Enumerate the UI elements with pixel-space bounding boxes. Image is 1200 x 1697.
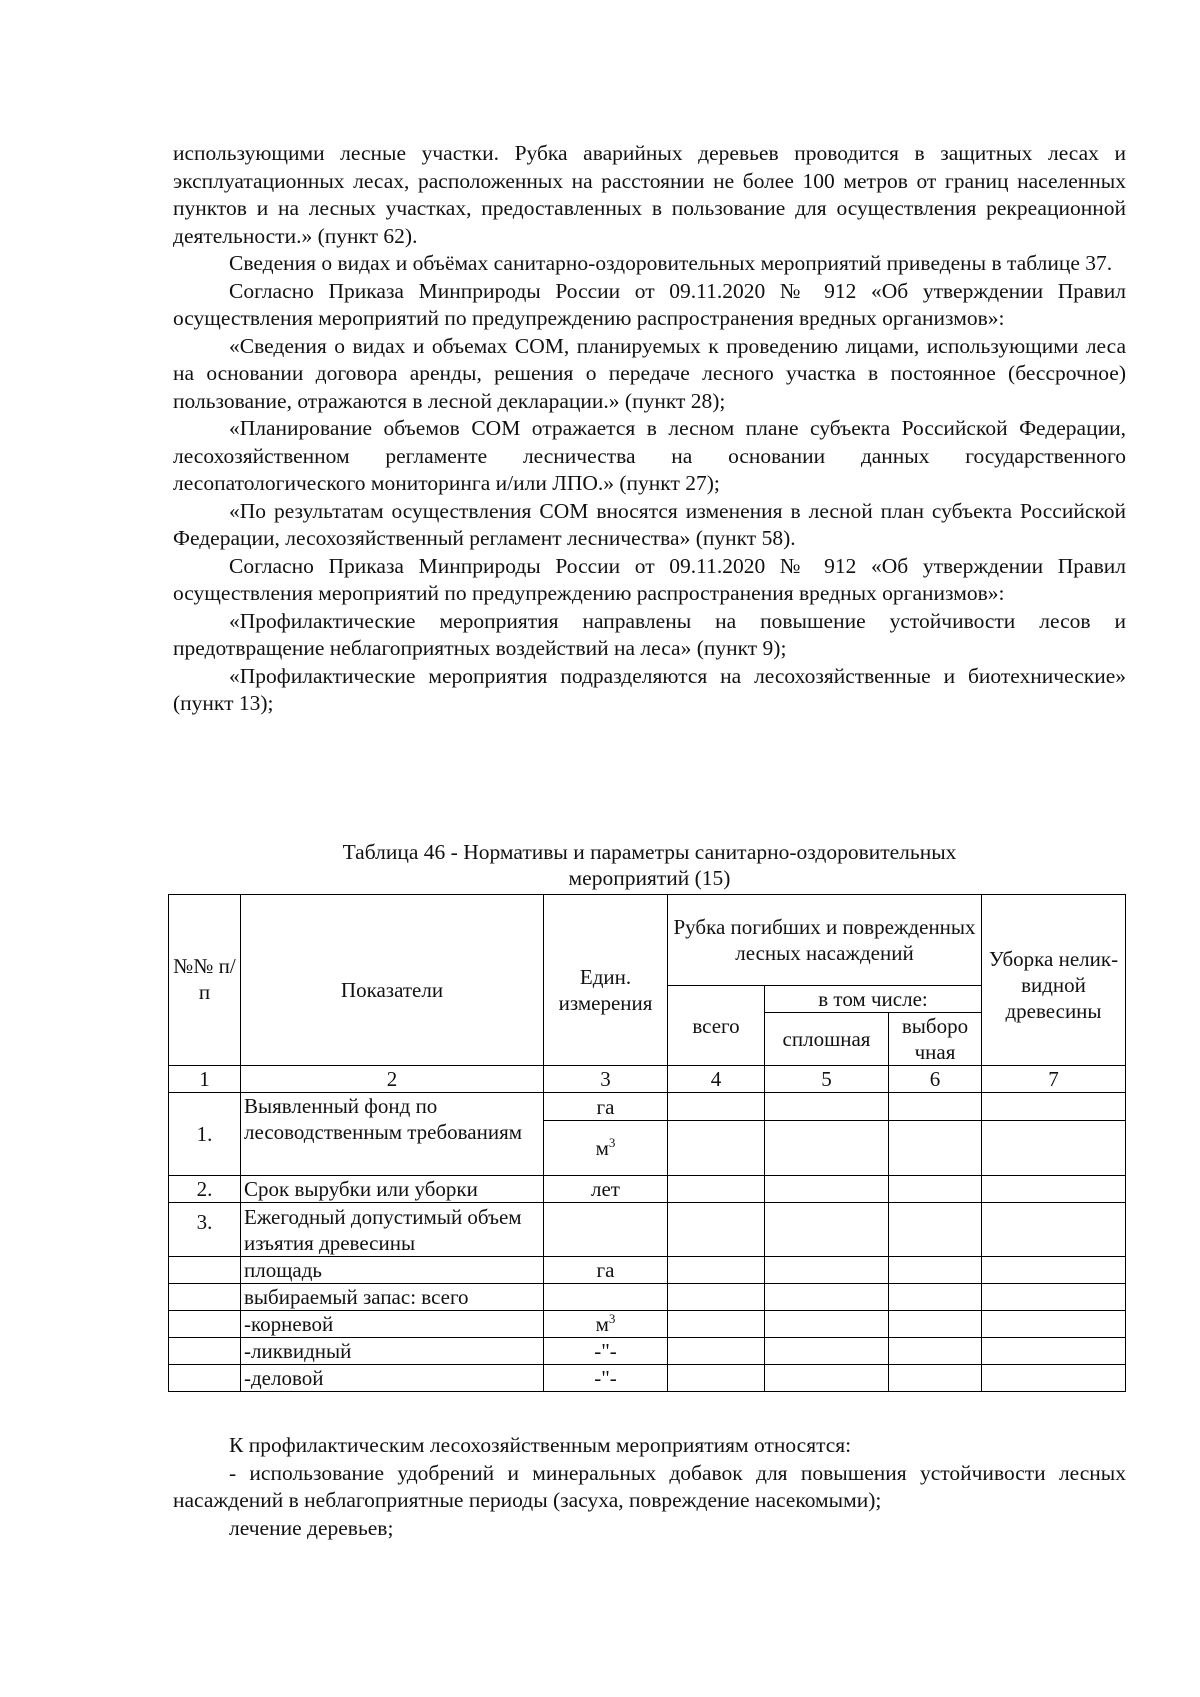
row-1-num: 1. (169, 1093, 241, 1176)
row-business-cell (889, 1365, 982, 1392)
row-1-cell (889, 1121, 982, 1176)
row-liquid-cell (668, 1338, 765, 1365)
row-1-cell (668, 1121, 765, 1176)
row-area-cell (668, 1257, 765, 1284)
row-root-cell (765, 1311, 889, 1338)
paragraph-9: «Профилактические мероприятия подразделяются на лесохозяйственные и биотехнические» (пункт 13); (173, 663, 1126, 715)
row-business-unit: -"- (544, 1365, 668, 1392)
row-stock-cell (982, 1284, 1126, 1311)
row-business-num (169, 1365, 241, 1392)
row-area-num (169, 1257, 241, 1284)
row-2-cell (765, 1176, 889, 1203)
bottom-paragraph-2: - использование удобрений и минеральных добавок для повышения устойчивости лесных насаждений в неблагоприятные периоды (засуха, повреждение насекомыми); (173, 1460, 1126, 1512)
bottom-paragraph-1: К профилактическим лесохозяйственным мероприятиям относятся: (229, 1433, 852, 1457)
table-caption (173, 839, 1126, 891)
column-number-4: 4 (668, 1066, 765, 1093)
row-2-cell (982, 1176, 1126, 1203)
row-liquid-cell (889, 1338, 982, 1365)
row-1-unit-m3-base: м (595, 1136, 609, 1160)
paragraph-5: «Планирование объемов СОМ отражается в лесном плане субъекта Российской Федерации, лесохозяйственном регламенте лесничества на основании данных государственного лесопатологического мониторинга и/или ЛПО.» (пункт 27); (173, 416, 1126, 495)
header-num: №№ п/п (169, 895, 241, 1066)
paragraph-7: Согласно Приказа Минприроды России от 09.11.2020 № 912 «Об утверждении Правил осуществления мероприятий по предупреждению распространения вредных организмов»: (173, 553, 1126, 605)
header-unit: Един. измерения (544, 895, 668, 1066)
row-area-cell (889, 1257, 982, 1284)
row-stock-cell (889, 1284, 982, 1311)
header-cleanup: Уборка нелик-видной древесины (982, 895, 1126, 1066)
row-stock-indicator: выбираемый запас: всего (241, 1284, 544, 1311)
row-root-unit-base: м (595, 1312, 609, 1336)
row-2-cell (889, 1176, 982, 1203)
norms-table (168, 894, 1126, 1392)
paragraph-4: «Сведения о видах и объемах СОМ, планируемых к проведению лицами, использующими леса на основании договора аренды, решения о передаче лесного участка в постоянное (бессрочное) пользование, отражаются в лесной декларации.» (пункт 28); (173, 333, 1126, 413)
row-3-cell (982, 1203, 1126, 1257)
row-stock-cell (765, 1284, 889, 1311)
header-clear: сплошная (765, 1013, 889, 1066)
row-1-cell (982, 1121, 1126, 1176)
row-1-cell (982, 1093, 1126, 1121)
header-indicators: Показатели (241, 895, 544, 1066)
row-area-unit: га (544, 1257, 668, 1284)
row-business-cell (765, 1365, 889, 1392)
row-2-indicator: Срок вырубки или уборки (241, 1176, 544, 1203)
row-business-cell (668, 1365, 765, 1392)
bottom-text (173, 1432, 1126, 1542)
column-number-5: 5 (765, 1066, 889, 1093)
paragraph-3: Согласно Приказа Минприроды России от 09.11.2020 № 912 «Об утверждении Правил осуществления мероприятий по предупреждению распространения вредных организмов»: (173, 278, 1126, 330)
header-including: в том числе: (765, 986, 982, 1013)
row-root-cell (668, 1311, 765, 1338)
bottom-paragraph-3: лечение деревьев; (229, 1515, 394, 1540)
header-total: всего (668, 986, 765, 1066)
row-1-unit-ha: га (544, 1093, 668, 1121)
row-liquid-cell (982, 1338, 1126, 1365)
row-1-unit-m3 (544, 1121, 668, 1176)
row-business-indicator: -деловой (241, 1365, 544, 1392)
table-caption-line-1: Таблица 46 - Нормативы и параметры санитарно-оздоровительных (342, 840, 957, 864)
column-number-7: 7 (982, 1066, 1126, 1093)
row-business-cell (982, 1365, 1126, 1392)
header-selective: выборо чная (889, 1013, 982, 1066)
table-caption-line-2: мероприятий (15) (568, 866, 731, 890)
row-1-cell (765, 1121, 889, 1176)
row-stock-cell (668, 1284, 765, 1311)
row-stock-unit (544, 1284, 668, 1311)
column-number-2: 2 (241, 1066, 544, 1093)
row-3-cell (668, 1203, 765, 1257)
row-root-cell (982, 1311, 1126, 1338)
row-root-cell (889, 1311, 982, 1338)
row-root-unit-sup: 3 (608, 1311, 616, 1326)
column-number-3: 3 (544, 1066, 668, 1093)
row-3-cell (765, 1203, 889, 1257)
row-1-indicator: Выявленный фонд по лесоводственным требованиям (241, 1093, 544, 1176)
row-1-unit-m3-sup: 3 (608, 1135, 616, 1150)
row-root-indicator: -корневой (241, 1311, 544, 1338)
row-2-num: 2. (169, 1176, 241, 1203)
row-2-cell (668, 1176, 765, 1203)
row-1-cell (765, 1093, 889, 1121)
row-liquid-unit: -"- (544, 1338, 668, 1365)
row-1-cell (668, 1093, 765, 1121)
paragraph-1: использующими лесные участки. Рубка аварийных деревьев проводится в защитных лесах и эксплуатационных лесах, расположенных на расстоянии не более 100 метров от границ населенных пунктов и на лесных участках, предоставленных в пользование для осуществления рекреационной деятельности.» (пункт 62). (173, 141, 1126, 248)
row-3-num: 3. (169, 1203, 241, 1257)
row-root-num (169, 1311, 241, 1338)
paragraph-6: «По результатам осуществления СОМ вносятся изменения в лесной план субъекта Российской Федерации, лесохозяйственный регламент лесничества» (пункт 58). (173, 498, 1126, 550)
row-stock-num (169, 1284, 241, 1311)
row-liquid-cell (765, 1338, 889, 1365)
column-number-1: 1 (169, 1066, 241, 1093)
row-3-cell (544, 1203, 668, 1257)
paragraph-8: «Профилактические мероприятия направлены на повышение устойчивости лесов и предотвращение неблагоприятных воздействий на леса» (пункт 9); (173, 608, 1126, 660)
row-2-unit: лет (544, 1176, 668, 1203)
paragraph-2: Сведения о видах и объёмах санитарно-оздоровительных мероприятий приведены в таблице 37. (229, 251, 1113, 275)
body-text (173, 140, 1126, 718)
row-area-cell (765, 1257, 889, 1284)
row-area-indicator: площадь (241, 1257, 544, 1284)
row-area-cell (982, 1257, 1126, 1284)
row-3-cell (889, 1203, 982, 1257)
header-felling: Рубка погибших и поврежденных лесных насаждений (668, 895, 982, 986)
row-3-indicator: Ежегодный допустимый объем изъятия древесины (241, 1203, 544, 1257)
row-root-unit (544, 1311, 668, 1338)
row-liquid-num (169, 1338, 241, 1365)
row-1-cell (889, 1093, 982, 1121)
column-number-6: 6 (889, 1066, 982, 1093)
row-liquid-indicator: -ликвидный (241, 1338, 544, 1365)
